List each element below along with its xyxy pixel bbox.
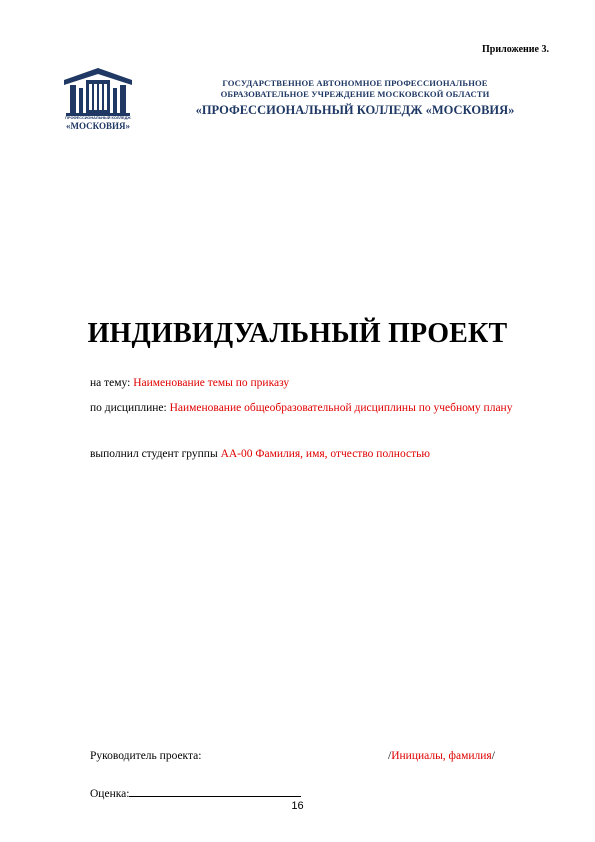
supervisor-line (90, 749, 530, 764)
student-label: выполнил студент группы (90, 448, 221, 460)
logo-caption-small: ПРОФЕССИОНАЛЬНЫЙ КОЛЛЕДЖ (65, 116, 131, 120)
topic-line (90, 376, 530, 391)
discipline-label: по дисциплине: (90, 402, 170, 414)
grade-label: Оценка: (90, 788, 130, 800)
org-name-line-3: «ПРОФЕССИОНАЛЬНЫЙ КОЛЛЕДЖ «МОСКОВИЯ» (195, 103, 515, 117)
supervisor-value-group (388, 749, 495, 764)
logo-caption-name: «МОСКОВИЯ» (66, 121, 130, 131)
supervisor-label: Руководитель проекта: (90, 750, 202, 762)
supervisor-slash-open: / (388, 750, 392, 762)
topic-value: Наименование темы по приказу (133, 377, 290, 389)
student-value: АА-00 Фамилия, имя, отчество полностью (220, 448, 430, 460)
org-name-line-1: ГОСУДАРСТВЕННОЕ АВТОНОМНОЕ ПРОФЕССИОНАЛЬНОЕ (222, 78, 488, 88)
supervisor-slash-close: / (491, 750, 495, 762)
supervisor-value: Инициалы, фамилия (391, 750, 492, 762)
org-name-line-2: ОБРАЗОВАТЕЛЬНОЕ УЧРЕЖДЕНИЕ МОСКОВСКОЙ ОБЛАСТИ (220, 89, 490, 99)
grade-blank (129, 785, 301, 797)
discipline-value: Наименование общеобразовательной дисциплины по учебному плану (169, 402, 513, 414)
college-logo (62, 66, 134, 132)
document-title: ИНДИВИДУАЛЬНЫЙ ПРОЕКТ (87, 318, 508, 349)
appendix-label: Приложение 3. (482, 44, 549, 55)
topic-label: на тему: (90, 377, 134, 389)
discipline-line (90, 401, 530, 416)
page-number: 16 (291, 800, 304, 812)
student-line (90, 447, 530, 462)
